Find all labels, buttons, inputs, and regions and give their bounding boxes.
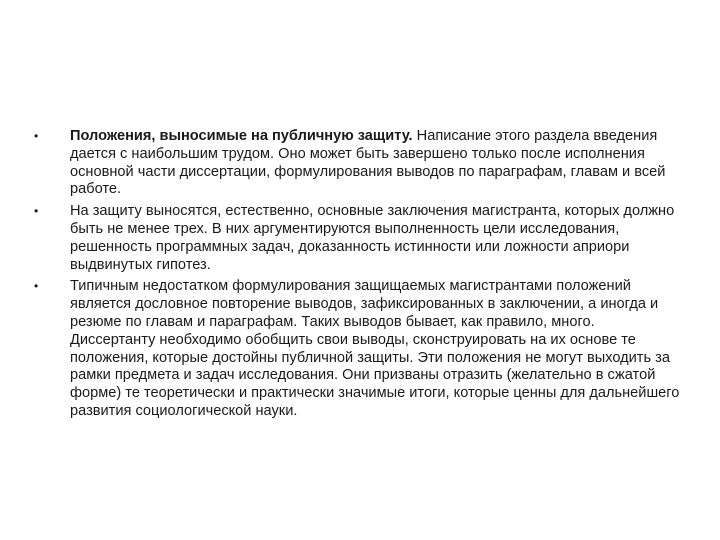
bullet-item-conclusions bbox=[34, 203, 684, 274]
bullet-icon: • bbox=[34, 204, 39, 219]
bullet-body-text: Типичным недостатком формулирования защищаемых магистрантами положений является дословное повторение выводов, зафиксированных в заключении, а иногда и резюме по главам и параграфам. Таких выводов бывает, как правило, много. Диссертанту необходимо обобщить свои выводы, сконструировать на их основе те положения, которые достойны публичной защиты. Эти положения не могут выходить за рамки предмета и задач исследования. Они призваны отразить (желательно в сжатой форме) те теоретически и практически значимые итоги, которые ценны для дальнейшего развития социологической науки. bbox=[70, 278, 680, 419]
bullet-body-text: На защиту выносятся, естественно, основные заключения магистранта, которых должно быть не менее трех. В них аргументируются выполненность цели исследования, решенность программных задач, доказанность истинности или ложности априори выдвинутых гипотез. bbox=[70, 203, 675, 273]
bullet-icon: • bbox=[34, 279, 39, 294]
bullet-icon: • bbox=[34, 129, 39, 143]
bullet-lead-text: Положения, выносимые на публичную защиту. bbox=[70, 128, 413, 144]
bullet-item-public-defense bbox=[34, 128, 684, 199]
bullet-item-typical-flaw bbox=[34, 278, 684, 420]
bullet-list bbox=[34, 128, 684, 425]
bullet-body-text: Написание этого раздела введения дается с наибольшим трудом. Оно может быть завершено только после исполнения основной части диссертации, формулирования выводов по параграфам, главам и всей работе. bbox=[70, 128, 666, 198]
